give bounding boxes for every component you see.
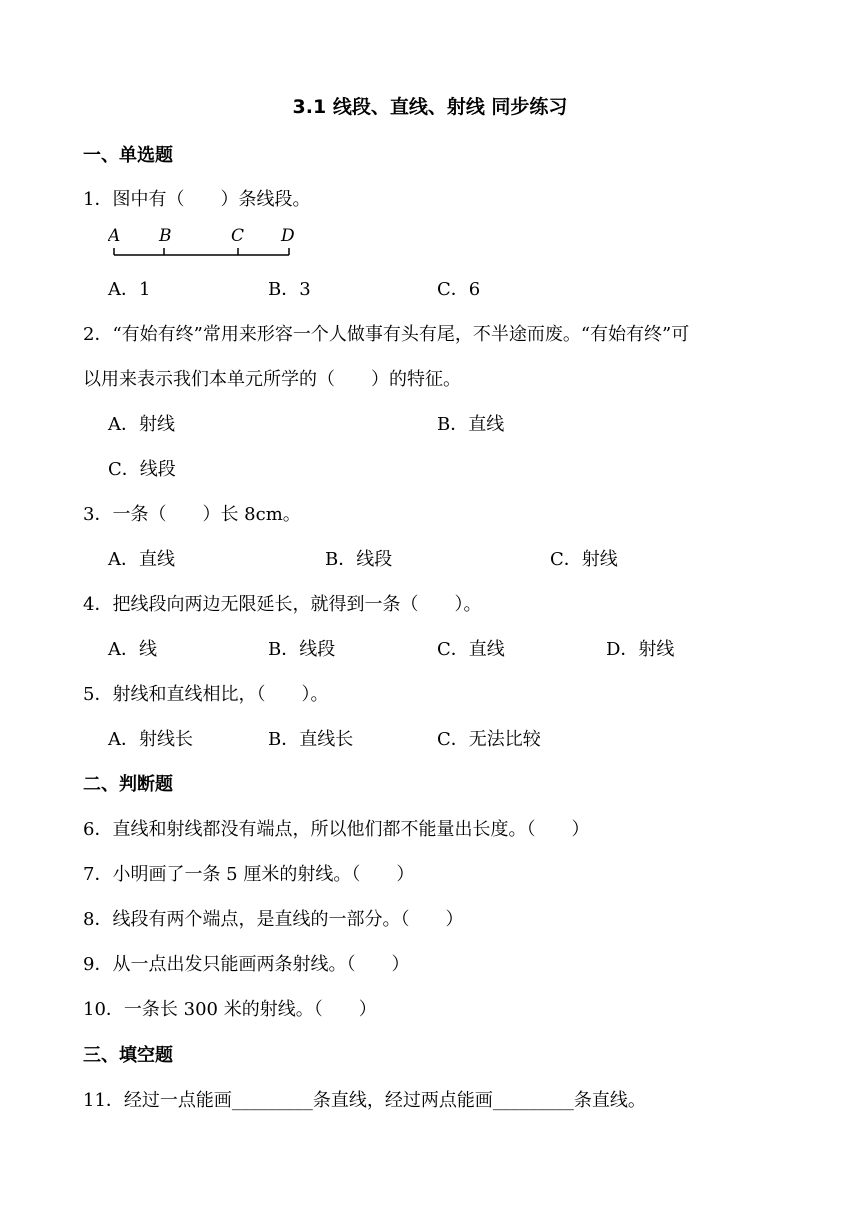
q5-option-b: B．直线长 [268,729,354,750]
question-11: 11．经过一点能画_________条直线，经过两点能画_________条直线。 [83,1090,646,1111]
q5-option-a: A．射线长 [108,729,193,750]
question-7: 7．小明画了一条 5 厘米的射线。（ ） [83,864,415,885]
point-label-b: B [159,226,172,246]
q4-option-a: A．线 [108,639,157,660]
section-heading-true-false: 二、判断题 [83,774,173,795]
question-1: 1．图中有（ ）条线段。 [83,189,311,210]
q1-option-a: A．1 [108,279,151,300]
question-9: 9．从一点出发只能画两条射线。（ ） [83,954,410,975]
q3-option-c: C．射线 [550,549,618,570]
q5-option-c: C．无法比较 [437,729,541,750]
q3-option-a: A．直线 [108,549,175,570]
q2-option-a: A．射线 [108,414,175,435]
section-heading-single-choice: 一、单选题 [83,145,173,166]
q4-option-c: C．直线 [437,639,505,660]
question-2-line1: 2．“有始有终”常用来形容一个人做事有头有尾，不半途而废。“有始有终”可 [83,324,690,345]
q1-option-c: C．6 [437,279,481,300]
question-5: 5．射线和直线相比，（ ）。 [83,684,329,705]
q2-option-c: C．线段 [108,459,176,480]
page-title: 3.1 线段、直线、射线 同步练习 [292,96,568,118]
question-3: 3．一条（ ）长 8cm。 [83,504,301,525]
question-10: 10．一条长 300 米的射线。（ ） [83,999,377,1020]
point-label-a: A [108,226,121,246]
q2-option-b: B．直线 [437,414,505,435]
question-2-line2: 以用来表示我们本单元所学的（ ）的特征。 [83,369,461,390]
point-label-d: D [281,226,295,246]
point-label-c: C [231,226,245,246]
question-6: 6．直线和射线都没有端点，所以他们都不能量出长度。（ ） [83,819,590,840]
q3-option-b: B．线段 [325,549,393,570]
question-8: 8．线段有两个端点，是直线的一部分。（ ） [83,909,464,930]
line-segment-figure [108,222,308,262]
question-4: 4．把线段向两边无限延长，就得到一条（ ）。 [83,594,482,615]
section-heading-fill-in: 三、填空题 [83,1045,173,1066]
q1-option-b: B．3 [268,279,311,300]
q4-option-d: D．射线 [606,639,675,660]
q4-option-b: B．线段 [268,639,336,660]
